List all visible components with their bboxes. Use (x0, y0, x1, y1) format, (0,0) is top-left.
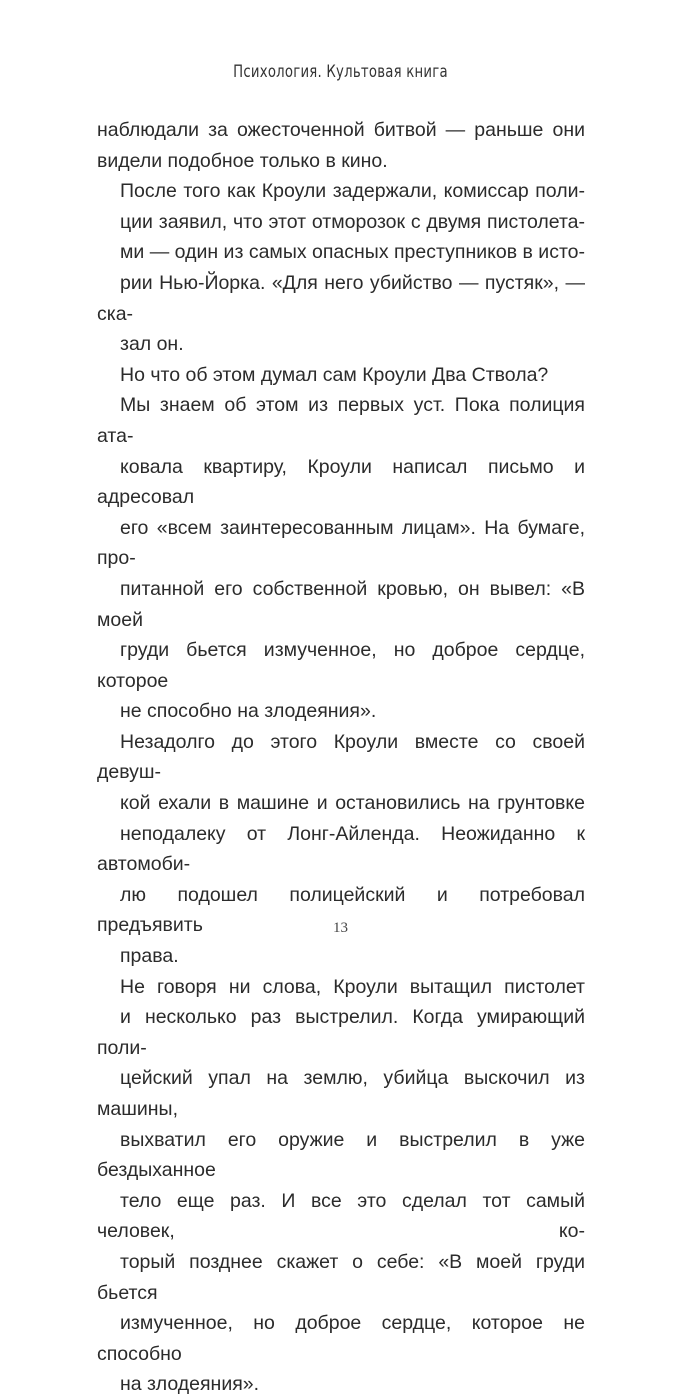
paragraph-2 (97, 176, 585, 360)
page-number: 13 (333, 920, 348, 936)
running-head: Психология. Культовая книга (233, 62, 448, 82)
text-line: Но что об этом думал сам Кроули Два Ствола? (120, 363, 549, 386)
text-line: видели подобное только в кино. (97, 149, 388, 172)
text-line: зал он. (120, 333, 184, 356)
text-line: питанной его собственной кровью, он вывел: «В моей (97, 577, 585, 631)
text-line: ковала квартиру, Кроули написал письмо и адресовал (97, 455, 585, 509)
text-line: Не говоря ни слова, Кроули вытащил пистолет (120, 975, 585, 998)
paragraph-6 (97, 972, 585, 1400)
text-line: цейский упал на землю, убийца выскочил из машины, (97, 1067, 585, 1120)
text-line: лю подошел полицейский и потребовал предъявить (97, 883, 585, 937)
body-text (97, 115, 585, 1400)
text-line: наблюдали за ожесточенной битвой — раньше они (97, 119, 585, 141)
text-line: После того как Кроули задержали, комиссар поли- (120, 180, 585, 203)
text-line: кой ехали в машине и остановились на грунтовке (120, 792, 585, 815)
text-line: его «всем заинтересованным лицам». На бумаге, про- (97, 516, 585, 570)
text-line: Незадолго до этого Кроули вместе со своей девуш- (97, 730, 585, 784)
text-line: тело еще раз. И все это сделал тот самый человек, ко- (97, 1189, 585, 1243)
text-line: ми — один из самых опасных преступников в исто- (120, 241, 585, 264)
text-line: груди бьется измученное, но доброе сердце, которое (97, 639, 585, 692)
text-line: на злодеяния». (120, 1373, 260, 1396)
text-line: Мы знаем об этом из первых уст. Пока полиция ата- (97, 394, 585, 447)
text-line: и несколько раз выстрелил. Когда умирающий поли- (97, 1006, 585, 1059)
paragraph-3 (97, 360, 585, 391)
text-line: ции заявил, что этот отморозок с двумя пистолета- (120, 210, 585, 233)
text-line: неподалеку от Лонг-Айленда. Неожиданно к автомоби- (97, 822, 585, 876)
text-line: измученное, но доброе сердце, которое не способно (97, 1312, 585, 1365)
text-line: выхватил его оружие и выстрелил в уже бездыханное (97, 1128, 585, 1182)
text-line: права. (120, 945, 179, 968)
text-line: рии Нью-Йорка. «Для него убийство — пустяк», — ска- (97, 271, 585, 325)
paragraph-4 (97, 390, 585, 727)
paragraph-1 (97, 115, 585, 176)
text-line: не способно на злодеяния». (120, 700, 377, 723)
text-line: торый позднее скажет о себе: «В моей груди бьется (97, 1250, 585, 1304)
